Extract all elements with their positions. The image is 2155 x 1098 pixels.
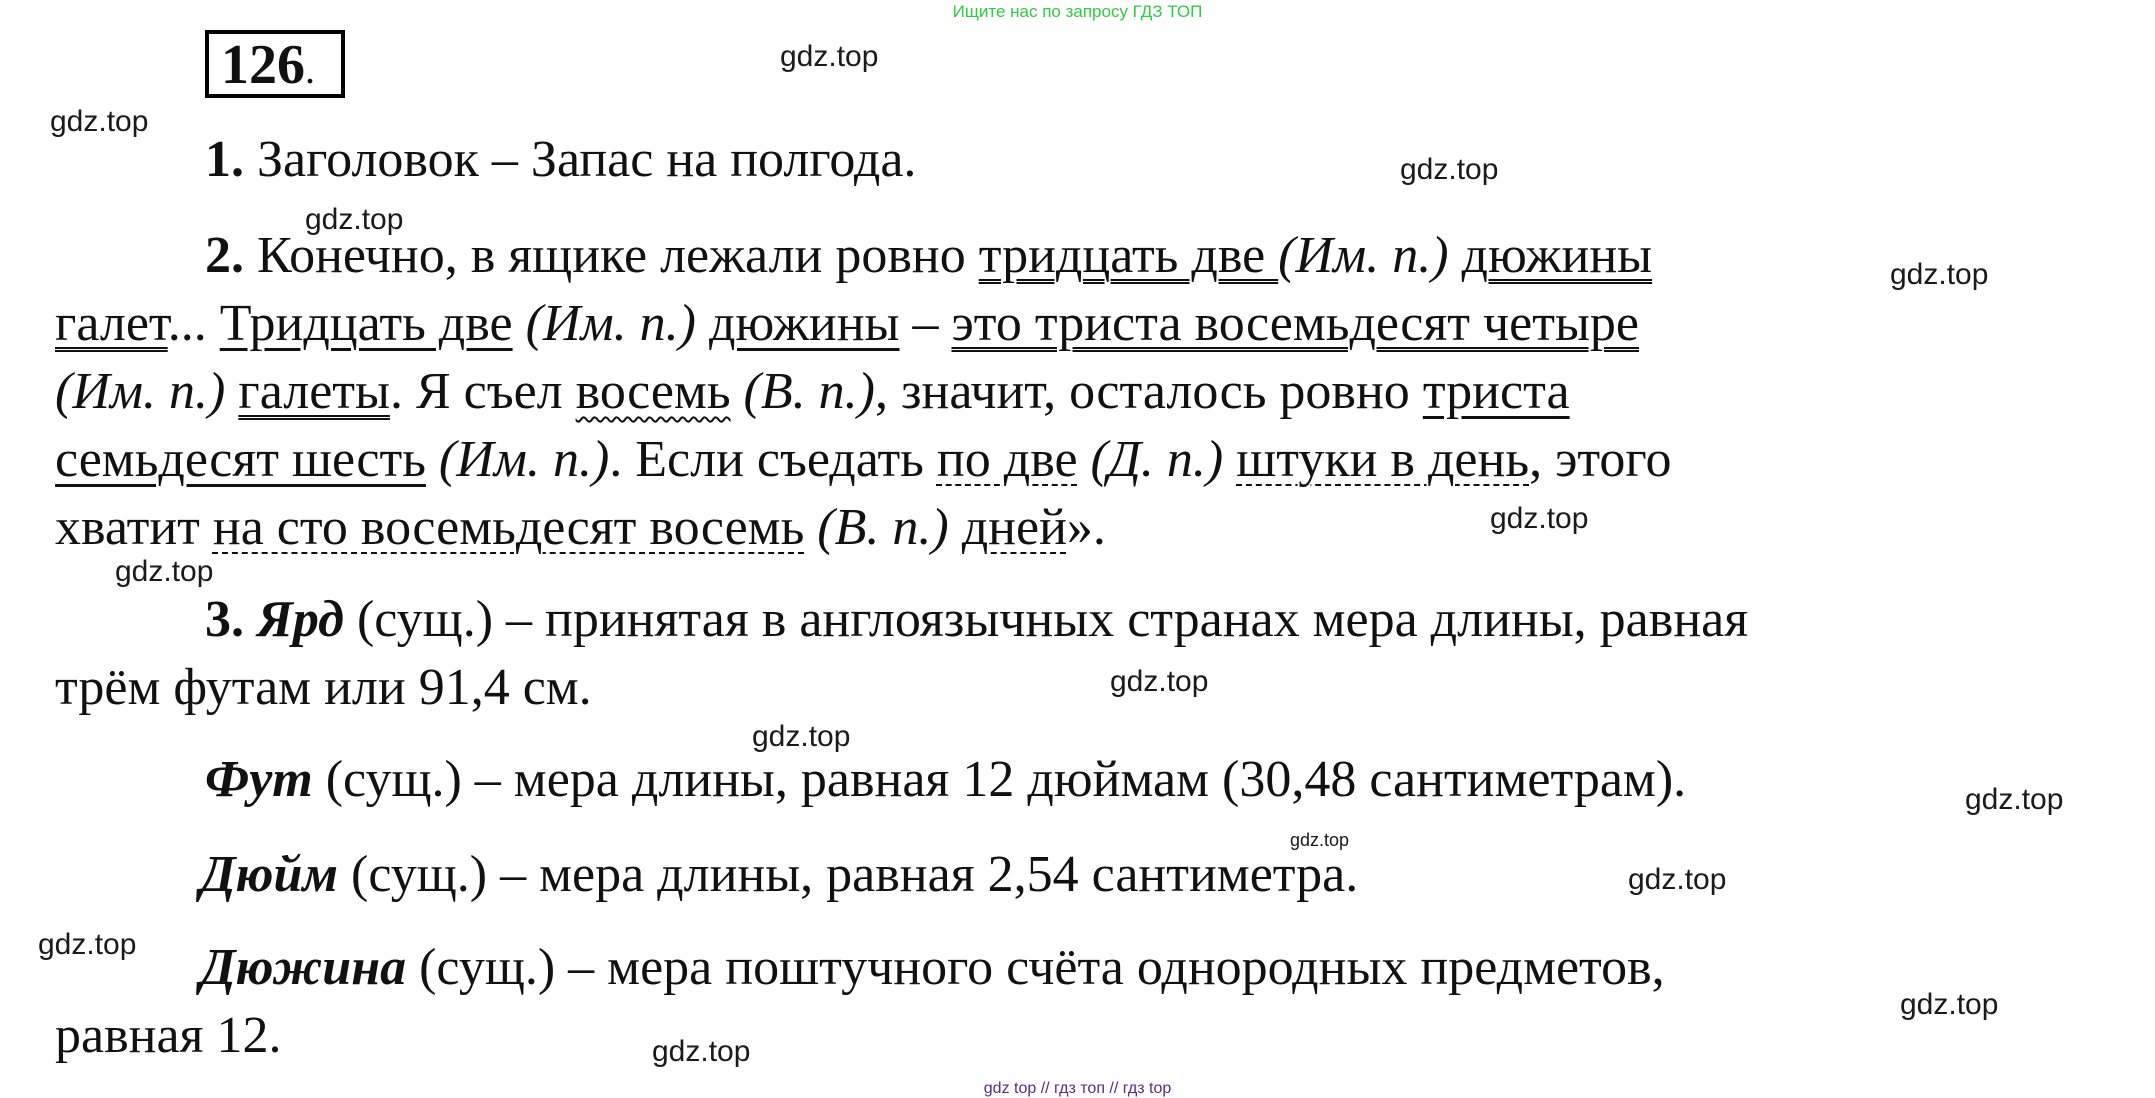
text (804, 499, 817, 556)
term: Ярд (257, 591, 344, 648)
term: Фут (205, 751, 313, 808)
item-number: 1. (205, 131, 244, 188)
watermark: gdz.top (1965, 783, 2064, 816)
underlined-subject: семьдесят шесть (55, 431, 426, 488)
footer-note: gdz top // гдз топ // гдз top (983, 1080, 1172, 1097)
item-number: 3. (205, 591, 244, 648)
watermark: gdz.top (1490, 502, 1589, 535)
definition: равная 12. (55, 1007, 282, 1064)
underlined-adverbial: на сто восемьдесят восемь (212, 499, 805, 556)
watermark: gdz.top (115, 555, 214, 588)
text (1078, 431, 1091, 488)
watermark: gdz.top (1110, 665, 1209, 698)
paragraph-2-line-1 (205, 226, 1652, 286)
definition: (сущ.) – мера длины, равная 2,54 сантиметра. (338, 846, 1359, 903)
case-note: (Им. п.) (438, 431, 610, 488)
paragraph-3-line-1 (205, 590, 1748, 650)
watermark: gdz.top (780, 40, 879, 73)
paragraph-5 (200, 845, 1358, 905)
case-note: (Д. п.) (1090, 431, 1224, 488)
text: Конечно, в ящике лежали ровно (244, 227, 979, 284)
term: Дюйм (200, 846, 339, 903)
text: ». (1066, 499, 1106, 556)
watermark: gdz.top (1628, 863, 1727, 896)
underlined-adverbial: дней (961, 499, 1067, 556)
text: ... (167, 295, 220, 352)
underlined-adverbial: по две (936, 431, 1078, 488)
definition: (сущ.) – мера поштучного счёта однородных предметов, (406, 939, 1665, 996)
watermark: gdz.top (50, 105, 149, 138)
underlined-subject: тридцать две (978, 227, 1279, 284)
search-hint: Ищите нас по запросу ГДЗ ТОП (952, 2, 1203, 21)
text (1223, 431, 1236, 488)
task-number-box (205, 30, 345, 98)
text: Заголовок – Запас на полгода. (244, 131, 917, 188)
text (225, 363, 238, 420)
item-number: 2. (205, 227, 244, 284)
text: хватит (55, 499, 213, 556)
underlined-predicate: это триста восемьдесят четыре (951, 295, 1639, 352)
text (426, 431, 439, 488)
text (1449, 227, 1462, 284)
paragraph-6-line-1 (200, 938, 1665, 998)
watermark: gdz.top (1290, 830, 1350, 850)
paragraph-1 (205, 130, 916, 190)
text (513, 295, 526, 352)
text (731, 363, 744, 420)
underlined-object: восемь (575, 363, 731, 420)
underlined-predicate: галеты (238, 363, 390, 420)
paragraph-2-line-3 (55, 362, 1570, 422)
case-note: (В. п.) (817, 499, 949, 556)
underlined-subject: триста (1422, 363, 1570, 420)
text (949, 499, 962, 556)
paragraph-6-line-2 (55, 1006, 281, 1066)
text (696, 295, 709, 352)
paragraph-4 (205, 750, 1686, 810)
paragraph-2-line-5 (55, 498, 1106, 558)
watermark: gdz.top (652, 1035, 751, 1068)
underlined-adverbial: штуки в день (1236, 431, 1530, 488)
text: . Я съел (389, 363, 576, 420)
case-note: (Им. п.) (55, 363, 226, 420)
text: . Если съедать (609, 431, 937, 488)
watermark: gdz.top (1400, 153, 1499, 186)
case-note: (Им. п.) (525, 295, 696, 352)
watermark: gdz.top (1890, 258, 1989, 291)
watermark: gdz.top (38, 928, 137, 961)
definition: (сущ.) – принятая в англоязычных странах мера длины, равная (343, 591, 1749, 648)
text: , этого (1529, 431, 1672, 488)
definition: (сущ.) – мера длины, равная 12 дюймам (30,48 сантиметрам). (312, 751, 1687, 808)
task-number: 126. (221, 34, 315, 96)
watermark: gdz.top (752, 720, 851, 753)
paragraph-2-line-2 (55, 294, 1639, 354)
watermark: gdz.top (1900, 988, 1999, 1021)
underlined-subject: галет (55, 295, 168, 352)
term: Дюжина (200, 939, 407, 996)
watermark: gdz.top (305, 203, 404, 236)
definition: трём футам или 91,4 см. (55, 659, 592, 716)
text: – (899, 295, 952, 352)
underlined-subject: дюжины (708, 295, 900, 352)
underlined-subject: дюжины (1461, 227, 1653, 284)
paragraph-2-line-4 (55, 430, 1671, 490)
underlined-subject: Тридцать две (219, 295, 513, 352)
case-note: (В. п.) (743, 363, 875, 420)
case-note: (Им. п.) (1278, 227, 1449, 284)
paragraph-3-line-2 (55, 658, 592, 718)
text: , значит, осталось ровно (874, 363, 1423, 420)
